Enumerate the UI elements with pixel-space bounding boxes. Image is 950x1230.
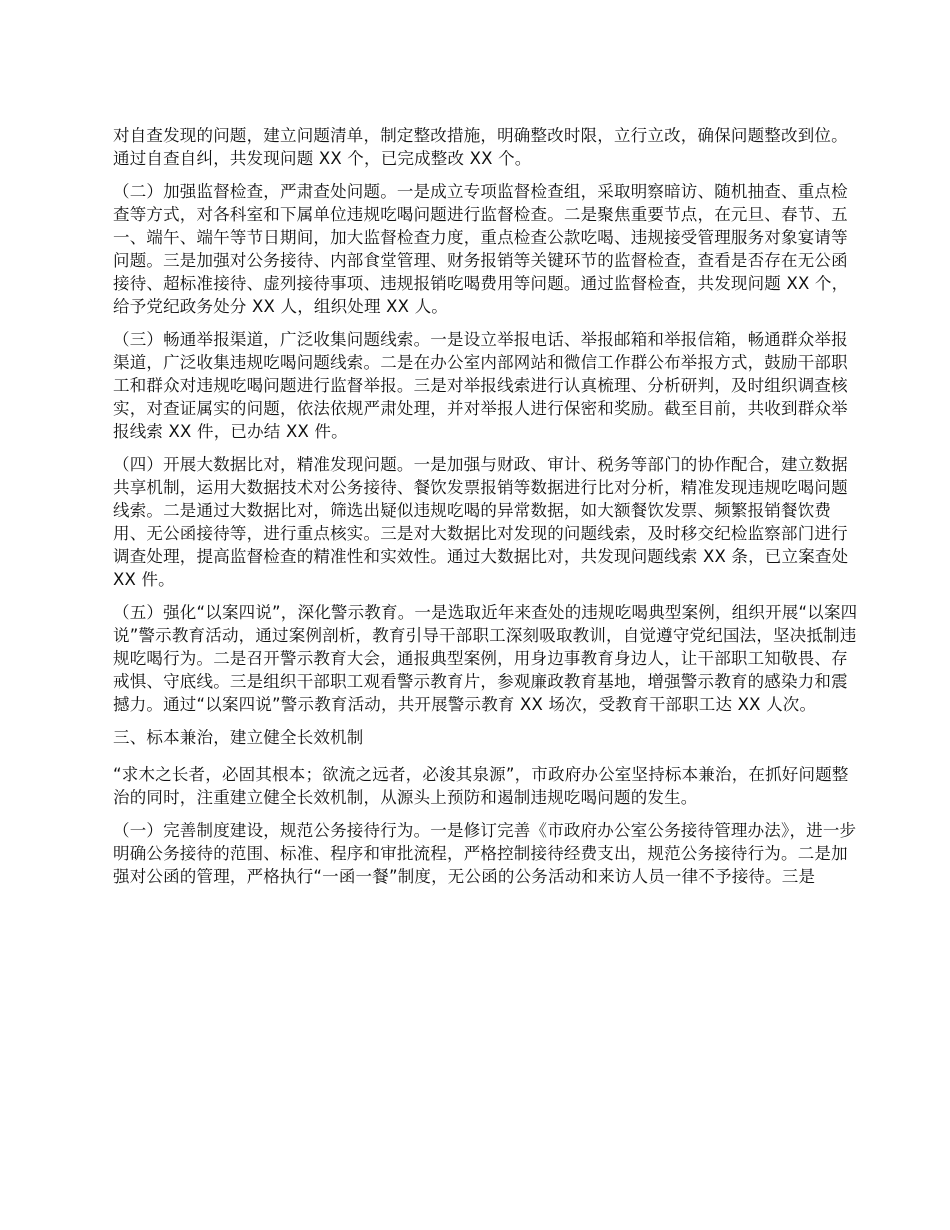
paragraph-big-data-comparison: （四）开展大数据比对，精准发现问题。一是加强与财政、审计、税务等部门的协作配合，建立数据共享机制，运用大数据技术对公务接待、餐饮发票报销等数据进行比对分析，精准发现违规吃喝问题线索。二是通过大数据比对，筛选出疑似违规吃喝的异常数据，如大额餐饮发票、频繁报销餐饮费用、无公函接待等，进行重点核实。三是对大数据比对发现的问题线索，及时移交纪检监察部门进行调查处理，提高监督检查的精准性和实效性。通过大数据比对，共发现问题线索 XX 条，已立案查处 XX 件。 [113,455,849,589]
paragraph-warning-education: （五）强化“以案四说”，深化警示教育。一是选取近年来查处的违规吃喝典型案例，组织开展“以案四说”警示教育活动，通过案例剖析，教育引导干部职工深刻吸取教训，自觉遵守党纪国法，坚决抵制违规吃喝行为。二是召开警示教育大会，通报典型案例，用身边事教育身边人，让干部职工知敬畏、存戒惧、守底线。三是组织干部职工观看警示教育片，参观廉政教育基地，增强警示教育的感染力和震撼力。通过“以案四说”警示教育活动，共开展警示教育 XX 场次，受教育干部职工达 XX 人次。 [113,603,858,714]
document-page [113,124,858,898]
section-heading: 三、标本兼治，建立健全长效机制 [113,728,364,747]
paragraph-section-intro: “求木之长者，必固其根本；欲流之远者，必浚其泉源”，市政府办公室坚持标本兼治，在抓好问题整治的同时，注重建立健全长效机制，从源头上预防和遏制违规吃喝问题的发生。 [113,765,849,807]
paragraph-supervision-inspection: （二）加强监督检查，严肃查处问题。一是成立专项监督检查组，采取明察暗访、随机抽查、重点检查等方式，对各科室和下属单位违规吃喝问题进行监督检查。二是聚焦重要节点，在元旦、春节、五一、端午、端午等节日期间，加大监督检查力度，重点检查公款吃喝、违规接受管理服务对象宴请等问题。三是加强对公务接待、内部食堂管理、财务报销等关键环节的监督检查，查看是否存在无公函接待、超标准接待、虚列接待事项、违规报销吃喝费用等问题。通过监督检查，共发现问题 XX 个，给予党纪政务处分 XX 人，组织处理 XX 人。 [113,182,849,316]
paragraph-system-building: （一）完善制度建设，规范公务接待行为。一是修订完善《市政府办公室公务接待管理办法》，进一步明确公务接待的范围、标准、程序和审批流程，严格控制接待经费支出，规范公务接待行为。二是加强对公函的管理，严格执行“一函一餐”制度，无公函的公务活动和来访人员一律不予接待。三是 [113,821,857,886]
paragraph-reporting-channels: （三）畅通举报渠道，广泛收集问题线索。一是设立举报电话、举报邮箱和举报信箱，畅通群众举报渠道，广泛收集违规吃喝问题线索。二是在办公室内部网站和微信工作群公布举报方式，鼓励干部职工和群众对违规吃喝问题进行监督举报。三是对举报线索进行认真梳理、分析研判，及时组织调查核实，对查证属实的问题，依法依规严肃处理，并对举报人进行保密和奖励。截至目前，共收到群众举报线索 XX 件，已办结 XX 件。 [113,330,848,441]
paragraph-rectification: 对自查发现的问题，建立问题清单，制定整改措施，明确整改时限，立行立改，确保问题整改到位。通过自查自纠，共发现问题 XX 个，已完成整改 XX 个。 [113,126,848,168]
